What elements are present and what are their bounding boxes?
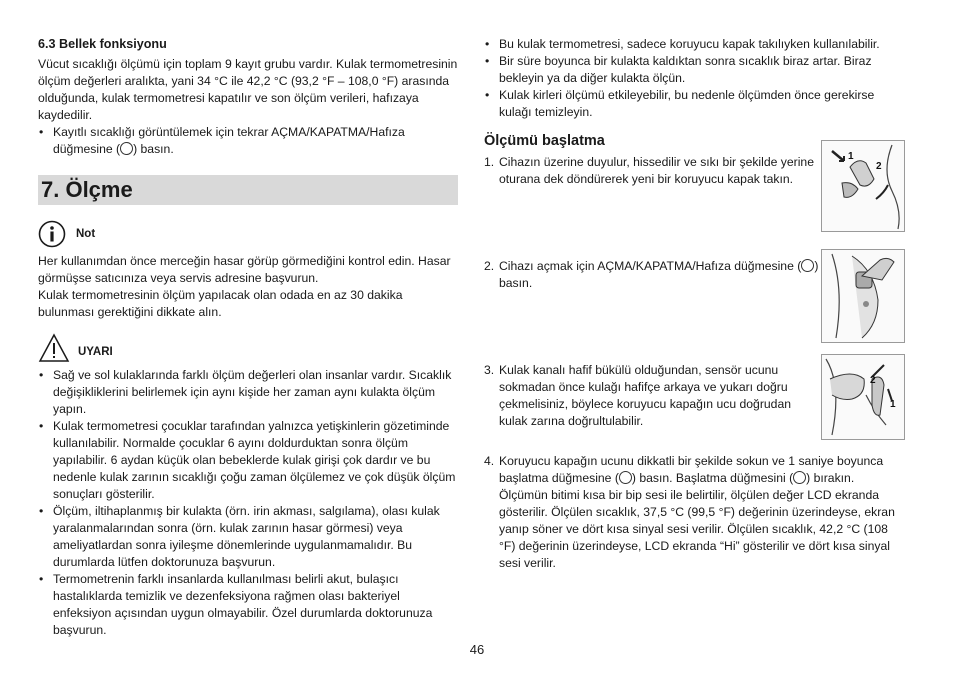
list-item: • Bir süre boyunca bir kulakta kaldıktan sonra sıcaklık biraz artar. Biraz bekleyin ya da diğer kulakta ölçün. [484,53,904,87]
page-number: 46 [469,642,485,657]
figure-label: 2 [876,161,882,172]
list-item: • Sağ ve sol kulaklarında farklı ölçüm değerleri olan insanlar vardır. Sıcaklık değişikliklerini belirlemek için aynı kişide her zaman aynı kulakta ölçüm yapın. [38,367,458,418]
start-measurement-heading: Ölçümü başlatma [484,133,605,149]
start-button-icon [619,471,632,484]
power-button-figure [821,249,905,343]
step-text-c: ) bırakın. Ölçümün bitimi kısa bir bip sesi ile belirtilir, ölçülen değer LCD ekranda gösterilir. Ölçülen sıcaklık, 37,5 °C (99,5 °F) değerinin üzerindeyse, ekran yanıp söner ve dört kısa sinyal sesi verilir. Ölçülen sıcaklık, 42,2 °C (108 °F) değerinin üzerindeyse, LCD ekranda “Hi” gösterilir ve dört kısa sinyal sesi verilir. [499,471,895,570]
attach-cover-illustration [822,141,904,231]
right-column [484,36,904,572]
step-text-b: ) basın. [499,259,819,290]
section-bullets [38,124,458,158]
list-item: • Termometrenin farklı insanlarda kullanılması belirli akut, bulaşıcı hastalıklarda temizlik ve dezenfeksiyona rağmen olası bakteriyel enfeksiyon açısından uygun olmayabilir. Özel durumlarda doktorunuza başvurun. [38,571,458,639]
power-button-icon [801,259,814,272]
press-button-illustration [822,250,904,342]
step-3 [484,362,904,453]
step-number: 1. [484,155,495,169]
section-title: 6.3 Bellek fonksiyonu [38,37,167,51]
bullet-text-b: ) basın. [133,142,174,156]
step-2 [484,258,904,362]
warning-bullets [38,367,458,639]
bullet-text-a: Kayıtlı sıcaklığı görüntülemek için tekrar AÇMA/KAPATMA/Hafıza düğmesine ( [53,125,405,156]
info-icon [38,220,66,248]
warning-header [38,329,458,363]
probe-cover-figure [821,140,905,232]
chapter-title: 7. Ölçme [38,175,458,205]
step-text-a: Koruyucu kapağın ucunu dikkatli bir şekilde sokun ve 1 saniye boyunca başlatma düğmesine ( [499,454,884,485]
list-item [38,124,458,158]
ear-pull-illustration [822,355,904,439]
step-number: 3. [484,363,495,377]
figure-label: 1 [848,151,854,162]
section-body: Vücut sıcaklığı ölçümü için toplam 9 kayıt grubu vardır. Kulak termometresinin ölçüm değerleri aralıkta, yani 34 °C ile 42,2 °C (93,2 °F – 108,0 °F) arasında olduğunda, kulak termometresi kapatılır ve son ölçüm verileri, hafızaya kaydedilir. [38,57,458,122]
list-item: • Kulak termometresi çocuklar tarafından yalnızca yetişkinlerin gözetiminde kullanılabilir. Normalde çocuklar 6 ayını doldurduktan sonra ölçüm yapılabilir. 6 aydan küçük olan bebeklerde kulak girişi çok dardır ve bu nedenle kulak zarının sıcaklığı çoğu zaman ölçülemez ve çok düşük ölçüm sonuçları gösterilir. [38,418,458,503]
step-text: Kulak kanalı hafif bükülü olduğundan, sensör ucunu sokmadan önce kulağı hafifçe arkaya ve yukarı doğru çekmelisiniz, böylece koruyucu kapağın ucu doğrudan kulak zarına doğrultulabilir. [499,363,791,428]
step-1 [484,151,904,258]
start-button-icon [793,471,806,484]
warning-triangle-icon [38,333,70,363]
warning-label: UYARI [78,346,113,358]
step-4 [484,453,904,572]
figure-label: 1 [890,399,896,410]
figure-label: 2 [870,375,876,386]
memory-button-icon [120,142,133,155]
step-number: 2. [484,259,495,273]
step-number: 4. [484,454,495,468]
left-column [38,36,458,639]
top-bullets [484,36,904,121]
list-item: • Bu kulak termometresi, sadece koruyucu kapak takılıyken kullanılabilir. [484,36,904,53]
step-text-a: Cihazı açmak için AÇMA/KAPATMA/Hafıza düğmesine ( [499,259,802,273]
ear-pull-figure [821,354,905,440]
note-header [38,219,458,249]
note-paragraph-2: Kulak termometresinin ölçüm yapılacak olan odada en az 30 dakika bulunması gerektiğini dikkate alın. [38,288,403,319]
list-item: • Kulak kirleri ölçümü etkileyebilir, bu nedenle ölçümden önce gerekirse kulağı temizleyin. [484,87,904,121]
step-text-b: ) basın. Başlatma düğmesini ( [631,471,794,485]
list-item: • Ölçüm, iltihaplanmış bir kulakta (örn. irin akması, salgılama), olası kulak yaralanmalarından sonra (örn. kulak zarının hasar görmesi) veya ameliyatlardan sonra iyileşme dönemlerinde uygulanmamalıdır. Bu durumlarda lütfen doktorunuza başvurun. [38,503,458,571]
step-text: Cihazın üzerine duyulur, hissedilir ve sıkı bir şekilde yerine oturana dek döndürerek yeni bir koruyucu kapak takın. [499,155,814,186]
note-label: Not [76,227,96,240]
note-paragraph-1: Her kullanımdan önce merceğin hasar görüp görmediğini kontrol edin. Hasar görmüşse satıcınıza veya servis adresine başvurun. [38,254,451,285]
